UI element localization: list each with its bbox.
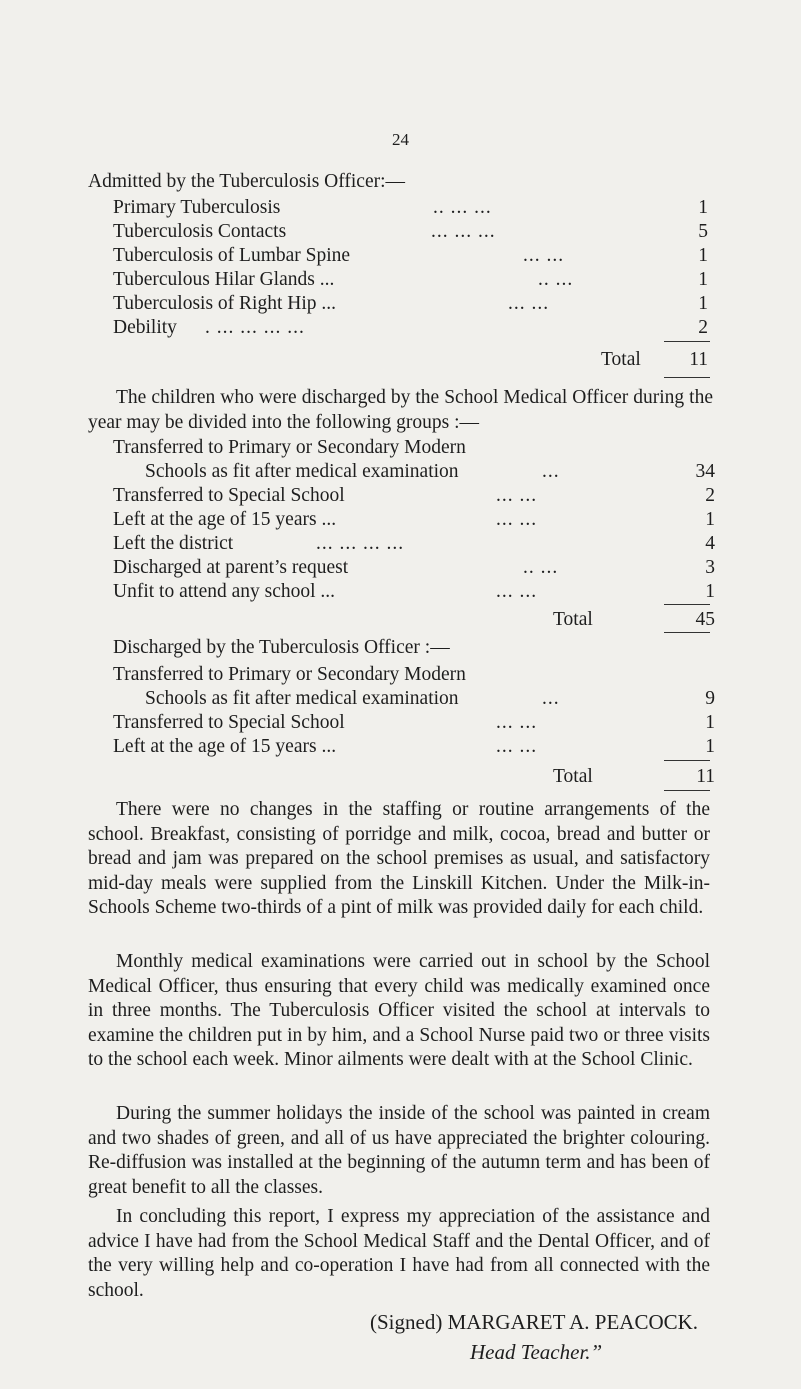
row-label: Primary Tuberculosis bbox=[113, 197, 281, 218]
row-value: 1 bbox=[705, 509, 715, 530]
divider-rule bbox=[664, 790, 710, 791]
total-label: Total bbox=[553, 609, 593, 630]
divider-rule bbox=[664, 632, 710, 633]
discharged-intro: The children who were discharged by the School Medical Officer during the year may be divided into the following groups :— bbox=[88, 387, 713, 433]
total-value: 11 bbox=[689, 349, 708, 370]
row-value: 1 bbox=[705, 736, 715, 757]
row-dots: ... ... bbox=[496, 581, 538, 602]
row-value: 2 bbox=[698, 317, 708, 338]
total-value: 11 bbox=[696, 766, 715, 787]
tb-officer-heading: Discharged by the Tuberculosis Officer :— bbox=[113, 637, 450, 658]
row-label: Tuberculosis Contacts bbox=[113, 221, 287, 242]
divider-rule bbox=[664, 604, 710, 605]
row-dots: ... bbox=[542, 461, 560, 482]
paragraph-painting: During the summer holidays the inside of the school was painted in cream and two shades of green, and all of us have appreciated the brighter colouring. Re-diffusion was installed at the beginning of the autumn term and has been of great benefit to all the classes. bbox=[88, 1103, 710, 1198]
divider-rule bbox=[664, 760, 710, 761]
row-dots: . ... ... ... ... bbox=[205, 317, 305, 338]
total-label: Total bbox=[601, 349, 641, 370]
row-value: 5 bbox=[698, 221, 708, 242]
divider-rule bbox=[664, 377, 710, 378]
row-label: Discharged at parent’s request bbox=[113, 557, 349, 578]
row-label: Unfit to attend any school ... bbox=[113, 581, 336, 602]
row-dots: .. ... ... bbox=[433, 197, 492, 218]
row-value: 1 bbox=[698, 293, 708, 314]
row-dots: ... ... bbox=[523, 245, 565, 266]
row-value: 9 bbox=[705, 688, 715, 709]
row-value: 34 bbox=[695, 461, 715, 482]
row-label: Schools as fit after medical examination bbox=[145, 461, 459, 482]
row-dots: ... bbox=[542, 688, 560, 709]
row-value: 3 bbox=[705, 557, 715, 578]
school-officer-row-line1: Transferred to Primary or Secondary Modern bbox=[113, 437, 466, 458]
row-label: Schools as fit after medical examination bbox=[145, 688, 459, 709]
row-value: 1 bbox=[705, 712, 715, 733]
row-label: Tuberculous Hilar Glands ... bbox=[113, 269, 335, 290]
paragraph-concluding: In concluding this report, I express my appreciation of the assistance and advice I have had from the School Medical Staff and the Dental Officer, and of the very willing help and co-operation I have had from all connected with the school. bbox=[88, 1206, 710, 1301]
signature-line: (Signed) MARGARET A. PEACOCK. bbox=[370, 1310, 699, 1334]
row-label: Debility bbox=[113, 317, 177, 338]
row-label: Left the district bbox=[113, 533, 234, 554]
row-dots: ... ... bbox=[496, 712, 538, 733]
signature-title: Head Teacher.” bbox=[470, 1340, 603, 1364]
row-value: 1 bbox=[698, 269, 708, 290]
paragraph-staffing: There were no changes in the staffing or routine arrangements of the school. Breakfast, consisting of porridge and milk, cocoa, bread and butter or bread and jam was prepared on the school premises as usual, and satisfactory mid-day meals were supplied from the Linskill Kitchen. Under the Milk-in-Schools Scheme two-thirds of a pint of milk was provided daily for each child. bbox=[88, 799, 710, 919]
admitted-heading: Admitted by the Tuberculosis Officer:— bbox=[88, 171, 406, 192]
row-label: Tuberculosis of Lumbar Spine bbox=[113, 245, 351, 266]
row-dots: ... ... bbox=[496, 509, 538, 530]
row-label: Left at the age of 15 years ... bbox=[113, 736, 337, 757]
page-number: 24 bbox=[392, 130, 409, 149]
row-value: 1 bbox=[698, 197, 708, 218]
row-dots: ... ... bbox=[496, 736, 538, 757]
divider-rule bbox=[664, 341, 710, 342]
row-dots: ... ... bbox=[496, 485, 538, 506]
row-value: 2 bbox=[705, 485, 715, 506]
paragraph-examinations: Monthly medical examinations were carried out in school by the School Medical Officer, thus ensuring that every child was medically examined once in three months. The Tuberculosis Officer visited the school at intervals to examine the children put in by him, and a School Nurse paid two or three visits to the school each week. Minor ailments were dealt with at the School Clinic. bbox=[88, 951, 710, 1071]
row-dots: .. ... bbox=[523, 557, 559, 578]
row-label: Transferred to Special School bbox=[113, 712, 345, 733]
row-value: 1 bbox=[698, 245, 708, 266]
row-dots: ... ... bbox=[508, 293, 550, 314]
row-label: Transferred to Special School bbox=[113, 485, 345, 506]
row-dots: ... ... ... bbox=[431, 221, 496, 242]
row-dots: .. ... bbox=[538, 269, 574, 290]
row-value: 1 bbox=[705, 581, 715, 602]
tb-officer-row-line1: Transferred to Primary or Secondary Modern bbox=[113, 664, 466, 685]
row-label: Left at the age of 15 years ... bbox=[113, 509, 337, 530]
total-value: 45 bbox=[695, 609, 715, 630]
total-label: Total bbox=[553, 766, 593, 787]
row-label: Tuberculosis of Right Hip ... bbox=[113, 293, 337, 314]
row-value: 4 bbox=[705, 533, 715, 554]
row-dots: ... ... ... ... bbox=[316, 533, 405, 554]
